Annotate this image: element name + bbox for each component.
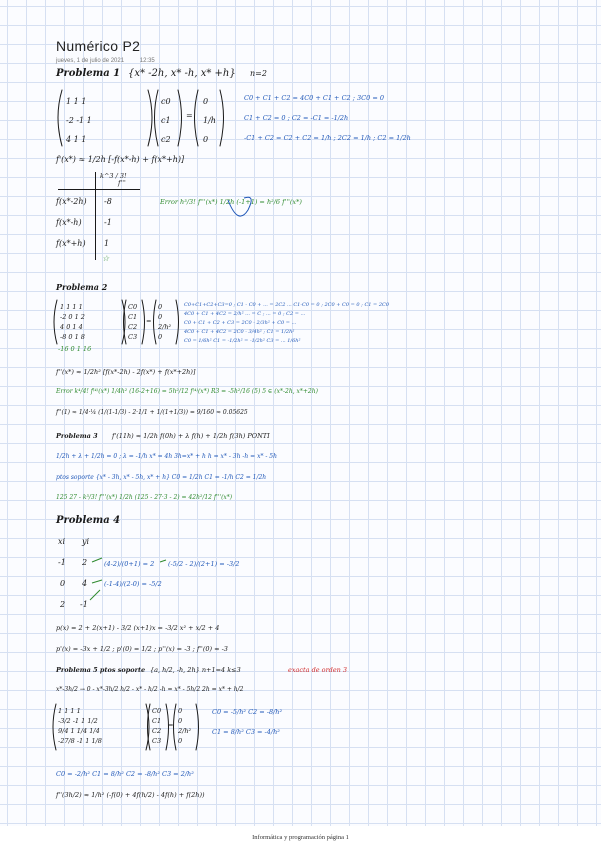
left-paren — [58, 90, 62, 146]
node-x: -1 — [58, 558, 66, 567]
unknown-cell: C2 — [128, 323, 138, 331]
unknown-cell: C1 — [152, 717, 162, 725]
column-header-y: yi — [82, 537, 90, 546]
matrix-row: -3/2 -1 1 1/2 — [58, 717, 98, 725]
problem-3-line: 1/2h + λ + 1/2h = 0 ; λ = -1/h x* = 4h 3h=x* + h h = x* - 3h -h = x* - 5h — [56, 453, 277, 460]
problem-5-note: exacta de orden 3 — [288, 666, 348, 674]
table-row-value: -1 — [104, 218, 112, 227]
polynomial-derivative: p'(x) = -3x + 1/2 ; p'(0) = 1/2 ; p''(x) = -3 ; f''(0) ≈ -3 — [56, 645, 228, 653]
problem-5-heading: Problema 5 ptos soporte — [56, 666, 146, 674]
problem-5-nodes: {a, h/2, -h, 2h} n+1=4 k≤3 — [150, 666, 241, 674]
rhs-cell: 2/h² — [178, 727, 192, 735]
rhs-cell: 1/h — [203, 116, 216, 125]
unknown-cell: C3 — [128, 333, 138, 341]
problem-2-formula: f''(x*) ≈ 1/2h² [f(x*-2h) - 2f(x*) + f(x*+2h)] — [56, 368, 196, 376]
node-x: 2 — [60, 600, 66, 609]
problem-1-equation: C0 + C1 + C2 = 4C0 + C1 + C2 ; 3C0 = 0 — [244, 94, 384, 102]
equals-sign: = — [168, 721, 174, 729]
unknown-cell: c1 — [161, 116, 171, 125]
matrix-row: -8 0 1 8 — [60, 333, 85, 341]
page-footer: Informática y programación página 1 — [252, 834, 349, 841]
matrix-row: -2 0 1 2 — [60, 313, 85, 321]
right-paren — [220, 90, 224, 146]
unknown-cell: c2 — [161, 135, 171, 144]
matrix-row: 1 1 1 1 — [58, 707, 81, 715]
matrix-row: 1 1 1 1 — [60, 303, 83, 311]
problem-5-coefficients: C0 = -2/h² C1 = 8/h² C2 = -8/h² C3 = 2/h² — [56, 770, 194, 778]
rhs-cell: 0 — [178, 707, 183, 715]
interpolating-polynomial: p(x) = 2 + 2(x+1) - 3/2 (x+1)x = -3/2 x² + x/2 + 4 — [56, 624, 220, 632]
page-date: jueves, 1 de julio de 2021 — [56, 58, 125, 64]
matrix-row: -2 -1 1 — [66, 116, 92, 125]
right-paren — [148, 90, 152, 146]
table-header: f''' — [118, 179, 126, 187]
matrix-row: 4 0 1 4 — [60, 323, 83, 331]
divided-difference: (-1-4)/(2-0) = -5/2 — [104, 580, 162, 588]
page-title: Numérico P2 — [56, 38, 141, 54]
problem-1-order: n=2 — [250, 69, 267, 78]
problem-5-solution: C1 = 8/h² C3 = -4/h² — [212, 728, 280, 736]
divided-difference: (4-2)/(0+1) = 2 — [104, 560, 155, 568]
problem-3-line: ptos soporte {x* - 3h, x* - 5h, x* + h} C0 = 1/2h C1 = -1/h C2 = 1/2h — [56, 474, 267, 481]
unknown-cell: C3 — [152, 737, 162, 745]
right-paren — [178, 90, 182, 146]
equals-sign: = — [146, 317, 152, 325]
rhs-cell: 0 — [203, 97, 209, 106]
problem-1-nodes: {x* -2h, x* -h, x* +h} — [128, 68, 236, 79]
divided-difference: (-5/2 - 2)/(2+1) = -3/2 — [168, 560, 240, 568]
unknown-cell: C2 — [152, 727, 162, 735]
equation-line: 4C0 + C1 + 4C2 = 2C0 - 3/4h² ; C1 = 1/2h² — [184, 329, 295, 335]
matrix-row: 1 1 1 — [66, 97, 87, 106]
equals-sign: = — [186, 111, 193, 120]
rhs-cell: 0 — [158, 333, 163, 341]
problem-5-shift: x*-3h/2 → 0 - x*-3h/2 h/2 - x* - h/2 -h = x* - 5h/2 2h = x* + h/2 — [56, 686, 244, 693]
unknown-cell: c0 — [161, 97, 171, 106]
problem-3-line: 125 27 - k³/3! f'''(x*) 1/2h (125 - 27·3 - 2) = 42h²/12 f'''(x*) — [56, 494, 233, 501]
equation-line: C0+C1+C2+C3=0 ; C1 - C0 + ... = 2C2 ... C1-C0 = 0 ; 2C0 + C0 = 0 ; C1 = 2C0 — [184, 302, 390, 308]
left-paren — [195, 90, 199, 146]
problem-2-coef-row: -16 0 1 16 — [58, 345, 92, 353]
node-y: 2 — [82, 558, 88, 567]
matrix-row: -27/8 -1 1 1/8 — [58, 737, 102, 745]
problem-2-numeric: f''(1) ≈ 1/4·¼ (1/(1-1/3) - 2·1/1 + 1/(1+1/3)) = 9/160 ≈ 0.05625 — [56, 409, 248, 416]
column-header-x: xi — [58, 537, 66, 546]
node-y: -1 — [80, 600, 88, 609]
problem-4-heading: Problema 4 — [56, 515, 121, 526]
problem-5-formula: f''(3h/2) ≈ 1/h² (-f(0) + 4f(h/2) - 4f(h) + f(2h)) — [56, 791, 205, 799]
left-paren — [155, 90, 159, 146]
star-icon: ☆ — [102, 254, 110, 263]
node-y: 4 — [82, 579, 88, 588]
matrix-row: 9/4 1 1/4 1/4 — [58, 727, 100, 735]
problem-2-heading: Problema 2 — [56, 282, 108, 292]
problem-5-solution: C0 = -5/h² C2 = -8/h² — [212, 708, 283, 716]
table-row-label: f(x*+h) — [56, 239, 86, 248]
equation-line: 4C0 + C1 + 4C2 = 2/h² ... = C ; ... = 0 ; C2 = ... — [184, 311, 306, 317]
unknown-cell: C0 — [152, 707, 162, 715]
equation-line: C0 = 1/6h² C1 = -1/2h² = -1/2h² C3 = ... 1/6h² — [184, 338, 301, 344]
table-row-label: f(x*-h) — [56, 218, 82, 227]
table-row-value: -8 — [104, 197, 112, 206]
unknown-cell: C1 — [128, 313, 138, 321]
table-header: k^3 / 3! — [100, 172, 127, 180]
rhs-cell: 0 — [158, 313, 163, 321]
problem-1-formula: f'(x*) ≈ 1/2h [-f(x*-h) + f(x*+h)] — [56, 155, 185, 164]
problem-1-equation: C1 + C2 = 0 ; C2 = -C1 = -1/2h — [244, 114, 349, 122]
rhs-cell: 2/h² — [158, 323, 172, 331]
problem-1-equation: -C1 + C2 = C2 + C2 = 1/h ; 2C2 = 1/h ; C2 = 1/2h — [244, 134, 411, 142]
problem-2-error: Error k⁴/4! f⁽⁴⁾(x*) 1/4h² (16-2+16) = 5h²/12 f⁽⁴⁾(x*) R3 = -5h²/16 (5) 5 ∈ (x*-2h, x*+2h) — [56, 388, 318, 395]
problem-3-heading: Problema 3 — [56, 432, 98, 440]
equation-line: C0 + C1 + C2 + C3 = 2C0 - 2/3h² + C0 = ... — [184, 320, 297, 326]
problem-1-heading: Problema 1 — [56, 68, 121, 79]
table-row-value: 1 — [104, 239, 110, 248]
rhs-cell: 0 — [203, 135, 209, 144]
node-x: 0 — [60, 579, 66, 588]
rhs-cell: 0 — [158, 303, 163, 311]
unknown-cell: C0 — [128, 303, 138, 311]
table-row-label: f(x*-2h) — [56, 197, 87, 206]
problem-1-error: Error h³/3! f'''(x*) 1/2h (-1+1) = h²/6 f'''(x*) — [160, 198, 302, 206]
rhs-cell: 0 — [178, 717, 183, 725]
rhs-cell: 0 — [178, 737, 183, 745]
matrix-row: 4 1 1 — [66, 135, 87, 144]
page-time: 12:35 — [139, 58, 155, 64]
problem-3-formula: f'(11h) ≈ 1/2h f(0h) + λ f(h) + 1/2h f(3h) PONTI — [112, 432, 270, 440]
